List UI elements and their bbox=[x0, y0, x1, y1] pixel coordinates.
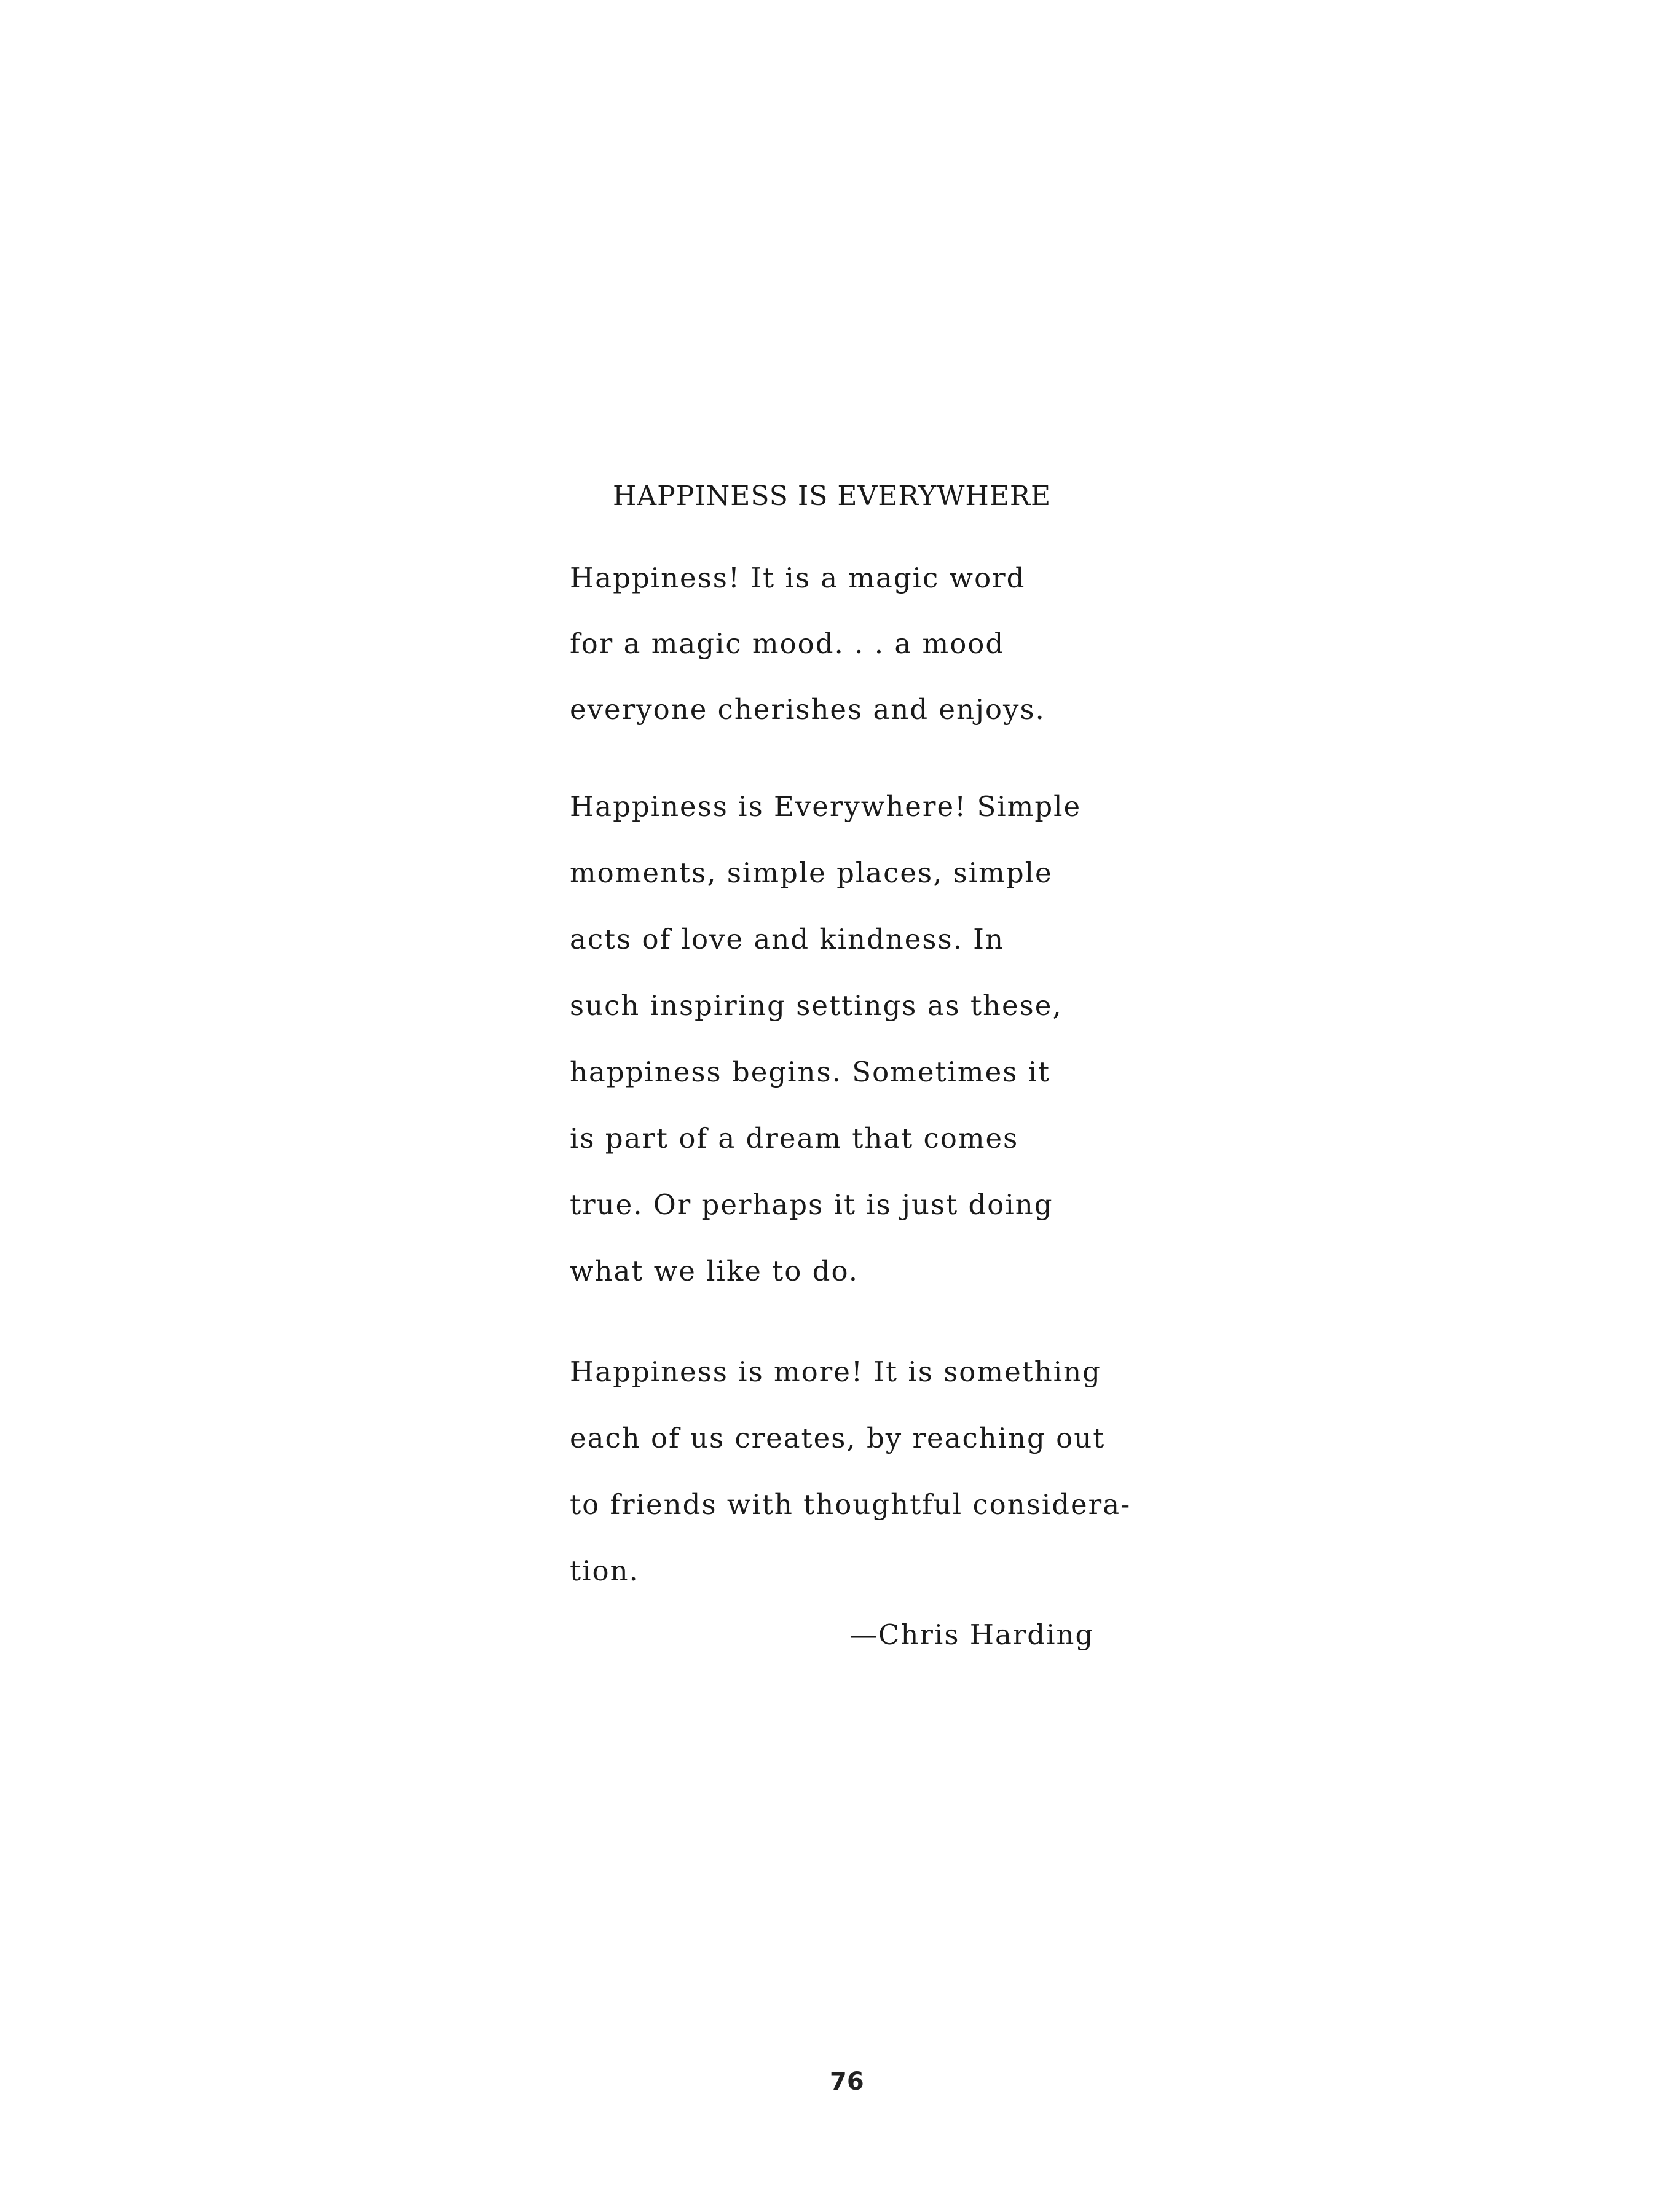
poem-line: happiness begins. Sometimes it bbox=[570, 1056, 1051, 1088]
poem-line: tion. bbox=[570, 1555, 639, 1587]
poem-line: Happiness! It is a magic word bbox=[570, 562, 1026, 594]
poem-line: such inspiring settings as these, bbox=[570, 989, 1063, 1022]
poem-line: moments, simple places, simple bbox=[570, 857, 1053, 889]
poem-line: acts of love and kindness. In bbox=[570, 923, 1004, 955]
poem-line: to friends with thoughtful considera- bbox=[570, 1488, 1132, 1521]
poem-line: true. Or perhaps it is just doing bbox=[570, 1188, 1053, 1221]
poem-line: each of us creates, by reaching out bbox=[570, 1422, 1106, 1454]
poem-line: Happiness is more! It is something bbox=[570, 1355, 1101, 1388]
poem-line: for a magic mood. . . a mood bbox=[570, 627, 1005, 660]
poem-line: Happiness is Everywhere! Simple bbox=[570, 790, 1082, 823]
poem-line: what we like to do. bbox=[570, 1255, 859, 1287]
poem-line: is part of a dream that comes bbox=[570, 1122, 1019, 1155]
page-number: 76 bbox=[830, 2068, 864, 2096]
poem-title: HAPPINESS IS EVERYWHERE bbox=[613, 480, 1052, 512]
poem-line: everyone cherishes and enjoys. bbox=[570, 693, 1045, 726]
author-attribution: —Chris Harding bbox=[849, 1618, 1095, 1651]
